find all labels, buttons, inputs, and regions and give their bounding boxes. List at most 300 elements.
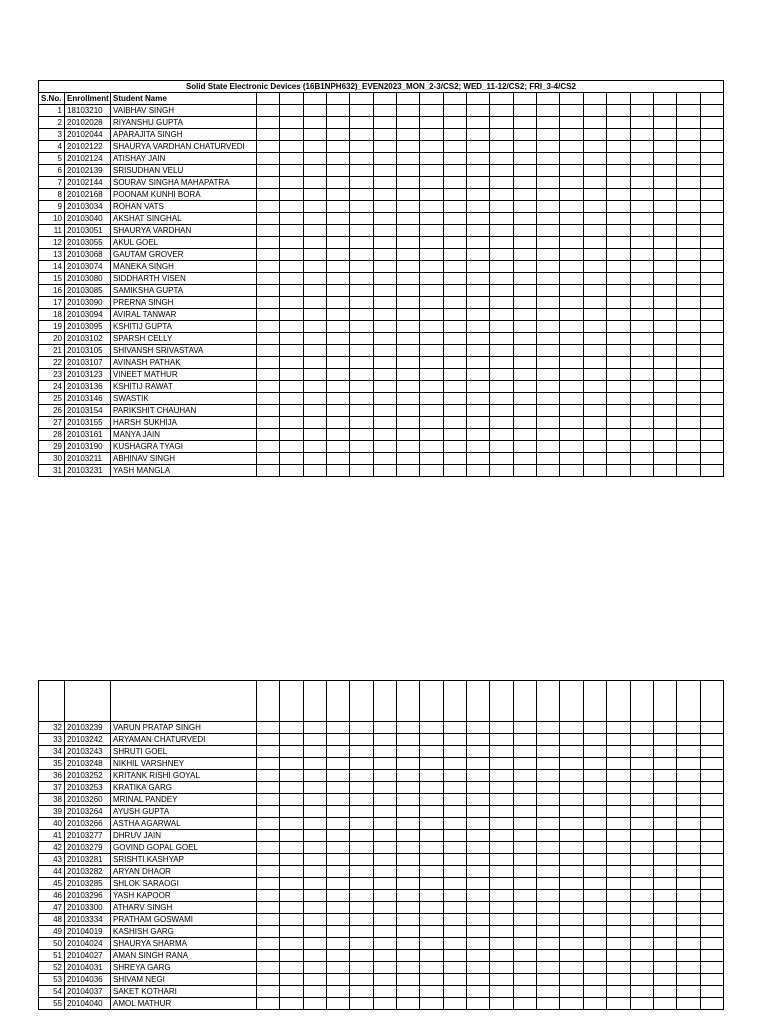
mark-cell xyxy=(373,429,396,441)
mark-cell xyxy=(630,189,653,201)
student-row xyxy=(39,465,724,477)
mark-cell xyxy=(560,417,583,429)
mark-cell xyxy=(280,405,303,417)
mark-cell xyxy=(700,878,723,890)
mark-cell xyxy=(490,746,513,758)
mark-cell xyxy=(350,93,373,105)
student-name-cell: ATHARV SINGH xyxy=(111,902,257,914)
mark-cell xyxy=(443,417,466,429)
student-row xyxy=(39,117,724,129)
mark-cell xyxy=(280,722,303,734)
sno-cell: 46 xyxy=(39,890,65,902)
mark-cell xyxy=(513,165,536,177)
mark-cell xyxy=(537,357,560,369)
mark-cell xyxy=(327,782,350,794)
mark-cell xyxy=(560,878,583,890)
mark-cell xyxy=(373,237,396,249)
mark-cell xyxy=(677,866,700,878)
mark-cell xyxy=(467,153,490,165)
student-name-cell: KRATIKA GARG xyxy=(111,782,257,794)
mark-cell xyxy=(280,453,303,465)
mark-cell xyxy=(373,273,396,285)
mark-cell xyxy=(280,117,303,129)
mark-cell xyxy=(490,998,513,1010)
sno-cell: 17 xyxy=(39,297,65,309)
mark-cell xyxy=(607,794,630,806)
mark-cell xyxy=(373,950,396,962)
mark-cell xyxy=(513,974,536,986)
student-name-cell: NIKHIL VARSHNEY xyxy=(111,758,257,770)
student-name-cell: SOURAV SINGHA MAHAPATRA xyxy=(111,177,257,189)
mark-cell xyxy=(560,453,583,465)
mark-cell xyxy=(327,165,350,177)
mark-cell xyxy=(350,830,373,842)
student-row xyxy=(39,758,724,770)
sno-cell: 50 xyxy=(39,938,65,950)
mark-cell xyxy=(257,93,280,105)
mark-cell xyxy=(513,734,536,746)
sno-cell: 5 xyxy=(39,153,65,165)
sno-cell: 55 xyxy=(39,998,65,1010)
student-row xyxy=(39,333,724,345)
mark-cell xyxy=(537,746,560,758)
mark-cell xyxy=(397,681,420,722)
mark-cell xyxy=(280,950,303,962)
mark-cell xyxy=(513,345,536,357)
mark-cell xyxy=(560,357,583,369)
student-row xyxy=(39,249,724,261)
student-name-cell: ARYAN DHAOR xyxy=(111,866,257,878)
mark-cell xyxy=(467,165,490,177)
mark-cell xyxy=(303,213,326,225)
mark-cell xyxy=(700,261,723,273)
mark-cell xyxy=(373,357,396,369)
mark-cell xyxy=(630,141,653,153)
mark-cell xyxy=(607,926,630,938)
mark-cell xyxy=(350,201,373,213)
mark-cell xyxy=(653,393,676,405)
mark-cell xyxy=(257,878,280,890)
mark-cell xyxy=(350,681,373,722)
mark-cell xyxy=(327,129,350,141)
mark-cell xyxy=(397,746,420,758)
mark-cell xyxy=(257,818,280,830)
mark-cell xyxy=(373,962,396,974)
mark-cell xyxy=(653,854,676,866)
mark-cell xyxy=(420,261,443,273)
sno-cell: 12 xyxy=(39,237,65,249)
enrollment-cell: 20103146 xyxy=(65,393,111,405)
mark-cell xyxy=(303,681,326,722)
mark-cell xyxy=(373,806,396,818)
mark-cell xyxy=(513,357,536,369)
student-row xyxy=(39,297,724,309)
mark-cell xyxy=(677,321,700,333)
mark-cell xyxy=(653,309,676,321)
sno-cell: 11 xyxy=(39,225,65,237)
mark-cell xyxy=(513,429,536,441)
mark-cell xyxy=(513,866,536,878)
mark-cell xyxy=(560,902,583,914)
mark-cell xyxy=(677,297,700,309)
mark-cell xyxy=(653,213,676,225)
mark-cell xyxy=(280,429,303,441)
mark-cell xyxy=(443,177,466,189)
mark-cell xyxy=(373,417,396,429)
mark-cell xyxy=(630,830,653,842)
mark-cell xyxy=(397,93,420,105)
mark-cell xyxy=(607,285,630,297)
enrollment-cell: 20103102 xyxy=(65,333,111,345)
mark-cell xyxy=(653,830,676,842)
mark-cell xyxy=(280,818,303,830)
mark-cell xyxy=(303,986,326,998)
mark-cell xyxy=(397,189,420,201)
mark-cell xyxy=(490,309,513,321)
mark-cell xyxy=(373,681,396,722)
mark-cell xyxy=(327,309,350,321)
mark-cell xyxy=(490,962,513,974)
mark-cell xyxy=(420,938,443,950)
student-row xyxy=(39,974,724,986)
mark-cell xyxy=(513,926,536,938)
mark-cell xyxy=(560,129,583,141)
mark-cell xyxy=(350,782,373,794)
mark-cell xyxy=(443,429,466,441)
student-name-cell: PRATHAM GOSWAMI xyxy=(111,914,257,926)
mark-cell xyxy=(327,189,350,201)
mark-cell xyxy=(373,830,396,842)
mark-cell xyxy=(513,189,536,201)
mark-cell xyxy=(560,285,583,297)
mark-cell xyxy=(630,878,653,890)
mark-cell xyxy=(700,441,723,453)
mark-cell xyxy=(607,998,630,1010)
mark-cell xyxy=(607,429,630,441)
mark-cell xyxy=(560,794,583,806)
mark-cell xyxy=(513,177,536,189)
mark-cell xyxy=(420,998,443,1010)
mark-cell xyxy=(677,369,700,381)
mark-cell xyxy=(257,153,280,165)
mark-cell xyxy=(653,117,676,129)
mark-cell xyxy=(397,309,420,321)
mark-cell xyxy=(443,830,466,842)
mark-cell xyxy=(350,117,373,129)
mark-cell xyxy=(373,722,396,734)
mark-cell xyxy=(280,417,303,429)
mark-cell xyxy=(490,405,513,417)
mark-cell xyxy=(373,974,396,986)
mark-cell xyxy=(630,818,653,830)
mark-cell xyxy=(560,465,583,477)
mark-cell xyxy=(653,381,676,393)
mark-cell xyxy=(700,465,723,477)
mark-cell xyxy=(700,926,723,938)
mark-cell xyxy=(327,213,350,225)
mark-cell xyxy=(420,357,443,369)
mark-cell xyxy=(630,405,653,417)
mark-cell xyxy=(630,309,653,321)
enrollment-cell: 20103080 xyxy=(65,273,111,285)
mark-cell xyxy=(443,153,466,165)
mark-cell xyxy=(653,105,676,117)
mark-cell xyxy=(630,926,653,938)
mark-cell xyxy=(653,285,676,297)
mark-cell xyxy=(280,153,303,165)
mark-cell xyxy=(583,249,606,261)
enrollment-cell: 20103281 xyxy=(65,854,111,866)
sno-cell: 16 xyxy=(39,285,65,297)
mark-cell xyxy=(653,417,676,429)
mark-cell xyxy=(467,213,490,225)
mark-cell xyxy=(257,261,280,273)
mark-cell xyxy=(537,273,560,285)
enrollment-cell: 20103155 xyxy=(65,417,111,429)
enrollment-cell: 20102122 xyxy=(65,141,111,153)
mark-cell xyxy=(630,914,653,926)
mark-cell xyxy=(350,177,373,189)
student-row xyxy=(39,237,724,249)
student-row xyxy=(39,165,724,177)
mark-cell xyxy=(350,465,373,477)
mark-cell xyxy=(630,381,653,393)
mark-cell xyxy=(397,782,420,794)
mark-cell xyxy=(257,998,280,1010)
mark-cell xyxy=(373,309,396,321)
mark-cell xyxy=(467,261,490,273)
mark-cell xyxy=(350,986,373,998)
sno-cell: 45 xyxy=(39,878,65,890)
mark-cell xyxy=(327,465,350,477)
mark-cell xyxy=(607,105,630,117)
mark-cell xyxy=(280,878,303,890)
mark-cell xyxy=(327,453,350,465)
mark-cell xyxy=(513,93,536,105)
mark-cell xyxy=(677,770,700,782)
mark-cell xyxy=(397,321,420,333)
mark-cell xyxy=(677,818,700,830)
student-row xyxy=(39,153,724,165)
mark-cell xyxy=(280,297,303,309)
mark-cell xyxy=(490,177,513,189)
mark-cell xyxy=(560,854,583,866)
mark-cell xyxy=(257,806,280,818)
mark-cell xyxy=(280,782,303,794)
mark-cell xyxy=(583,441,606,453)
mark-cell xyxy=(467,914,490,926)
mark-cell xyxy=(373,938,396,950)
mark-cell xyxy=(513,722,536,734)
mark-cell xyxy=(303,117,326,129)
mark-cell xyxy=(630,441,653,453)
mark-cell xyxy=(280,93,303,105)
mark-cell xyxy=(537,938,560,950)
mark-cell xyxy=(373,369,396,381)
mark-cell xyxy=(677,794,700,806)
mark-cell xyxy=(280,129,303,141)
student-row xyxy=(39,794,724,806)
mark-cell xyxy=(397,225,420,237)
enrollment-cell: 20104040 xyxy=(65,998,111,1010)
mark-cell xyxy=(653,153,676,165)
mark-cell xyxy=(467,734,490,746)
mark-cell xyxy=(560,405,583,417)
enrollment-cell: 20103231 xyxy=(65,465,111,477)
mark-cell xyxy=(560,321,583,333)
mark-cell xyxy=(607,333,630,345)
enrollment-cell: 20103285 xyxy=(65,878,111,890)
mark-cell xyxy=(280,770,303,782)
mark-cell xyxy=(630,974,653,986)
mark-cell xyxy=(583,201,606,213)
mark-cell xyxy=(583,93,606,105)
student-name-cell: VINEET MATHUR xyxy=(111,369,257,381)
mark-cell xyxy=(490,213,513,225)
mark-cell xyxy=(303,381,326,393)
mark-cell xyxy=(443,333,466,345)
mark-cell xyxy=(420,93,443,105)
mark-cell xyxy=(490,866,513,878)
mark-cell xyxy=(467,842,490,854)
student-name-cell: KSHITIJ GUPTA xyxy=(111,321,257,333)
mark-cell xyxy=(630,806,653,818)
mark-cell xyxy=(607,189,630,201)
mark-cell xyxy=(350,441,373,453)
mark-cell xyxy=(280,201,303,213)
mark-cell xyxy=(560,141,583,153)
mark-cell xyxy=(443,261,466,273)
mark-cell xyxy=(583,902,606,914)
mark-cell xyxy=(443,806,466,818)
mark-cell xyxy=(677,681,700,722)
mark-cell xyxy=(257,794,280,806)
mark-cell xyxy=(677,381,700,393)
mark-cell xyxy=(653,866,676,878)
enrollment-cell: 20103264 xyxy=(65,806,111,818)
mark-cell xyxy=(513,758,536,770)
student-row xyxy=(39,273,724,285)
student-name-cell: SHLOK SARAOGI xyxy=(111,878,257,890)
mark-cell xyxy=(327,297,350,309)
mark-cell xyxy=(630,866,653,878)
mark-cell xyxy=(700,93,723,105)
mark-cell xyxy=(350,153,373,165)
mark-cell xyxy=(303,914,326,926)
student-name-cell: SHIVANSH SRIVASTAVA xyxy=(111,345,257,357)
mark-cell xyxy=(373,902,396,914)
mark-cell xyxy=(327,333,350,345)
mark-cell xyxy=(607,321,630,333)
mark-cell xyxy=(490,333,513,345)
mark-cell xyxy=(373,393,396,405)
mark-cell xyxy=(303,357,326,369)
mark-cell xyxy=(257,890,280,902)
mark-cell xyxy=(420,818,443,830)
mark-cell xyxy=(467,818,490,830)
mark-cell xyxy=(677,309,700,321)
mark-cell xyxy=(257,926,280,938)
mark-cell xyxy=(257,213,280,225)
mark-cell xyxy=(467,938,490,950)
mark-cell xyxy=(257,681,280,722)
mark-cell xyxy=(700,381,723,393)
mark-cell xyxy=(560,890,583,902)
mark-cell xyxy=(700,950,723,962)
mark-cell xyxy=(537,297,560,309)
mark-cell xyxy=(653,998,676,1010)
mark-cell xyxy=(280,333,303,345)
mark-cell xyxy=(537,465,560,477)
mark-cell xyxy=(327,890,350,902)
mark-cell xyxy=(327,770,350,782)
mark-cell xyxy=(677,962,700,974)
mark-cell xyxy=(630,902,653,914)
mark-cell xyxy=(700,417,723,429)
mark-cell xyxy=(327,417,350,429)
mark-cell xyxy=(257,962,280,974)
mark-cell xyxy=(560,962,583,974)
mark-cell xyxy=(537,681,560,722)
mark-cell xyxy=(607,201,630,213)
mark-cell xyxy=(303,273,326,285)
enrollment-cell: 20103123 xyxy=(65,369,111,381)
mark-cell xyxy=(677,201,700,213)
mark-cell xyxy=(560,249,583,261)
mark-cell xyxy=(373,345,396,357)
mark-cell xyxy=(280,938,303,950)
mark-cell xyxy=(700,770,723,782)
mark-cell xyxy=(607,345,630,357)
mark-cell xyxy=(653,321,676,333)
mark-cell xyxy=(350,818,373,830)
mark-cell xyxy=(280,261,303,273)
mark-cell xyxy=(303,794,326,806)
mark-cell xyxy=(420,782,443,794)
header-sno: S.No. xyxy=(39,93,65,105)
mark-cell xyxy=(443,225,466,237)
student-row xyxy=(39,141,724,153)
sno-cell: 43 xyxy=(39,854,65,866)
student-row xyxy=(39,746,724,758)
student-name-cell: SWASTIK xyxy=(111,393,257,405)
mark-cell xyxy=(653,249,676,261)
mark-cell xyxy=(630,854,653,866)
enrollment-cell: 20103211 xyxy=(65,453,111,465)
mark-cell xyxy=(490,722,513,734)
mark-cell xyxy=(467,926,490,938)
student-row xyxy=(39,734,724,746)
mark-cell xyxy=(397,902,420,914)
mark-cell xyxy=(537,105,560,117)
student-name-cell: SHREYA GARG xyxy=(111,962,257,974)
mark-cell xyxy=(560,93,583,105)
student-name-cell: ARYAMAN CHATURVEDI xyxy=(111,734,257,746)
mark-cell xyxy=(467,902,490,914)
sno-cell: 25 xyxy=(39,393,65,405)
mark-cell xyxy=(303,417,326,429)
mark-cell xyxy=(677,93,700,105)
mark-cell xyxy=(280,974,303,986)
mark-cell xyxy=(280,854,303,866)
mark-cell xyxy=(280,758,303,770)
mark-cell xyxy=(257,393,280,405)
mark-cell xyxy=(303,201,326,213)
mark-cell xyxy=(653,962,676,974)
mark-cell xyxy=(583,722,606,734)
mark-cell xyxy=(327,261,350,273)
mark-cell xyxy=(443,866,466,878)
